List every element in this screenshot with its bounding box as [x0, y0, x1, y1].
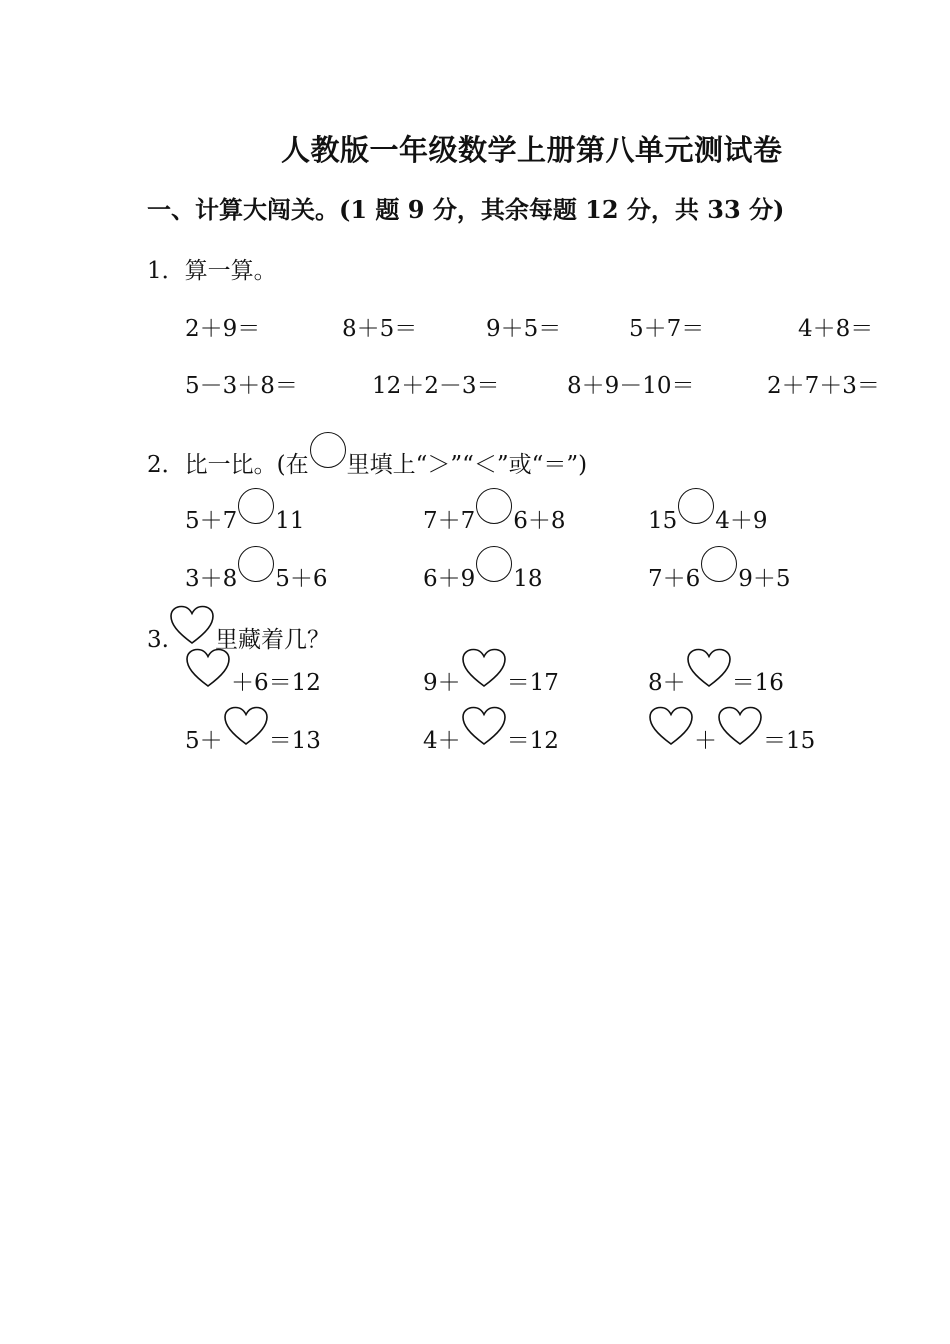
- q2-label-after: 里填上“＞”“＜”或“＝”): [346, 452, 588, 478]
- heart-answer-input[interactable]: [648, 706, 694, 746]
- heart-equation: [648, 706, 815, 755]
- q1-expr: 2＋9＝: [185, 316, 261, 342]
- q1-expr: 4＋8＝: [798, 316, 874, 342]
- heart-answer-input[interactable]: [223, 706, 269, 746]
- q1-expr: 8＋9－10＝: [567, 373, 695, 399]
- q1-expr: 8＋5＝: [342, 316, 418, 342]
- equation-after: ＝15: [763, 728, 816, 754]
- heart-equation: [423, 648, 559, 697]
- compare-item: [648, 488, 768, 535]
- answer-circle-input[interactable]: [678, 488, 714, 524]
- compare-right: 5＋6: [275, 566, 328, 592]
- heart-answer-input[interactable]: [686, 648, 732, 688]
- q1-expr: 5－3＋8＝: [185, 373, 298, 399]
- answer-circle-input[interactable]: [476, 488, 512, 524]
- compare-left: 15: [648, 508, 678, 534]
- question-1-label: 1．算一算。: [147, 258, 277, 284]
- equation-after: ＝16: [731, 670, 784, 696]
- answer-circle-input[interactable]: [701, 546, 737, 582]
- heart-answer-input[interactable]: [461, 706, 507, 746]
- compare-item: [648, 546, 791, 593]
- compare-right: 6＋8: [513, 508, 566, 534]
- equation-after: ＝13: [268, 728, 321, 754]
- compare-item: [423, 546, 543, 593]
- equation-after: ＋6＝12: [231, 670, 321, 696]
- answer-circle-input[interactable]: [476, 546, 512, 582]
- equation-before: 4＋: [423, 728, 461, 754]
- equation-after: ＝12: [506, 728, 559, 754]
- heart-icon: [169, 605, 215, 645]
- compare-left: 7＋6: [648, 566, 701, 592]
- q3-label-after: 里藏着几？: [214, 627, 330, 653]
- q2-label-before: 2．比一比。(在: [147, 452, 309, 478]
- equation-middle: ＋: [694, 728, 717, 754]
- compare-item: [423, 488, 566, 535]
- question-3-label: [147, 605, 330, 654]
- equation-before: 5＋: [185, 728, 223, 754]
- answer-circle-icon: [310, 432, 346, 468]
- heart-equation: [185, 648, 321, 697]
- compare-item: [185, 546, 328, 593]
- question-2-label: [147, 432, 587, 479]
- compare-right: 18: [513, 566, 543, 592]
- compare-item: [185, 488, 305, 535]
- section-heading: 一、计算大闯关。(1 题 9 分，其余每题 12 分，共 33 分): [147, 195, 785, 224]
- compare-right: 9＋5: [738, 566, 791, 592]
- answer-circle-input[interactable]: [238, 488, 274, 524]
- compare-right: 4＋9: [715, 508, 768, 534]
- heart-equation: [648, 648, 784, 697]
- equation-before: 8＋: [648, 670, 686, 696]
- compare-left: 6＋9: [423, 566, 476, 592]
- q1-expr: 2＋7＋3＝: [767, 373, 880, 399]
- equation-before: 9＋: [423, 670, 461, 696]
- heart-answer-input[interactable]: [717, 706, 763, 746]
- q1-expr: 5＋7＝: [629, 316, 705, 342]
- compare-right: 11: [275, 508, 305, 534]
- page-title: 人教版一年级数学上册第八单元测试卷: [281, 133, 783, 167]
- heart-answer-input[interactable]: [461, 648, 507, 688]
- heart-equation: [423, 706, 559, 755]
- q3-label-before: 3.: [147, 627, 169, 653]
- q1-expr: 12＋2－3＝: [372, 373, 500, 399]
- answer-circle-input[interactable]: [238, 546, 274, 582]
- compare-left: 5＋7: [185, 508, 238, 534]
- heart-answer-input[interactable]: [185, 648, 231, 688]
- q1-expr: 9＋5＝: [486, 316, 562, 342]
- equation-after: ＝17: [506, 670, 559, 696]
- compare-left: 3＋8: [185, 566, 238, 592]
- compare-left: 7＋7: [423, 508, 476, 534]
- heart-equation: [185, 706, 321, 755]
